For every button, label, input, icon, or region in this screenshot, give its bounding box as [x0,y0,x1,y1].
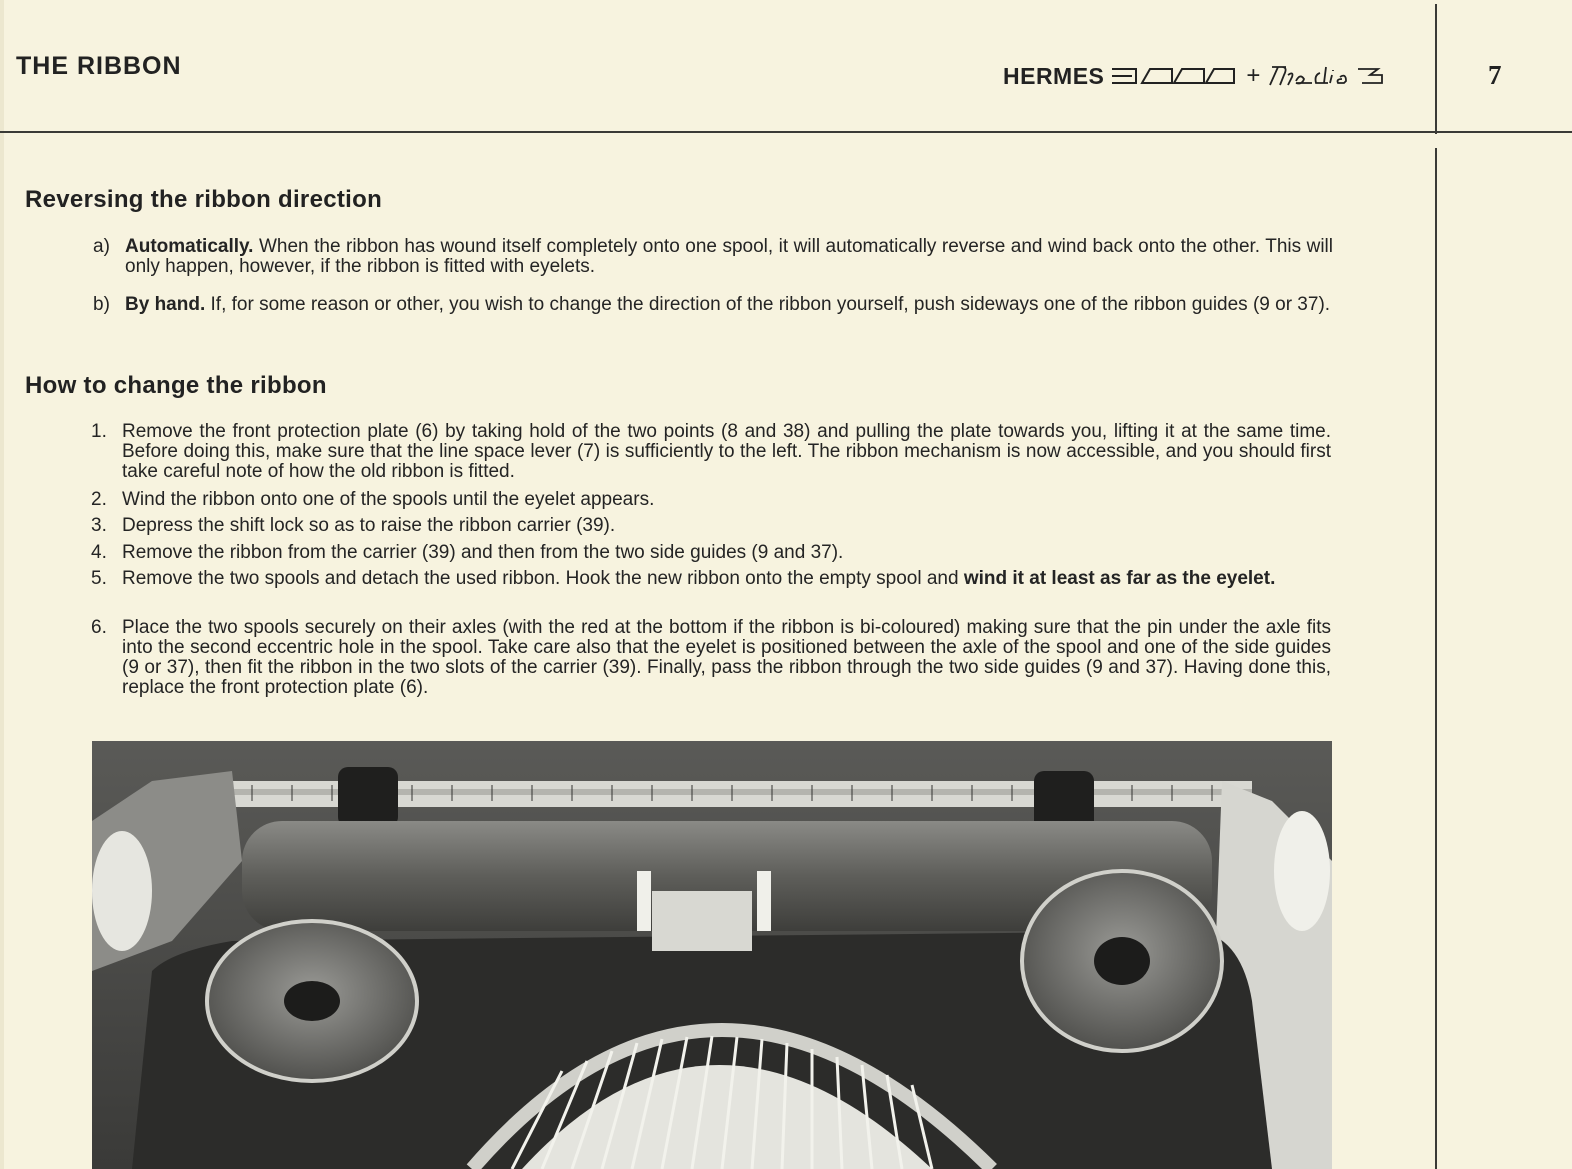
item-body [93,237,1333,277]
step-text-main: Remove the two spools and detach the used ribbon. Hook the new ribbon onto the empty spool and [122,568,959,589]
item-text: If, for some reason or other, you wish to change the direction of the ribbon yourself, push sideways one of the ribbon guides (9 or 37). [210,294,1331,315]
heading-reversing: Reversing the ribbon direction [25,186,383,213]
step-text: Depress the shift lock so as to raise the ribbon carrier (39). [122,515,616,536]
item-lead: Automatically. [125,236,254,257]
item-lead: By hand. [125,294,206,315]
step-1 [91,422,1331,482]
step-text-bold: wind it at least as far as the eyelet. [963,568,1276,589]
step-3 [91,516,1331,536]
margin-rule [1435,148,1437,1169]
margin-rule-top [1435,4,1437,134]
header-rule [0,131,1572,133]
step-number: 2. [91,489,107,510]
media-3-logo [1266,63,1390,89]
brand-logo [1003,58,1390,94]
step-number: 5. [91,568,107,589]
step-6 [91,618,1331,698]
model-3000-logo [1110,64,1236,88]
item-marker: a) [93,236,110,257]
item-body [93,295,1333,315]
item-marker: b) [93,294,110,315]
step-number: 3. [91,515,107,536]
heading-change-ribbon: How to change the ribbon [25,372,327,399]
item-text: When the ribbon has wound itself completely onto one spool, it will automatically reverse and wind back onto the other. This will only happen, however, if the ribbon is fitted with eyelets. [125,236,1333,277]
step-number: 6. [91,617,107,638]
step-text: Remove the front protection plate (6) by taking hold of the two points (8 and 38) and pulling the plate towards you, lifting it at the same time. Before doing this, make sure that the line space lever (7) is sufficiently to the left. The ribbon mechanism is now accessible, and you should first take careful note of how the old ribbon is fitted. [122,421,1331,482]
list-item-by-hand [93,295,1333,315]
typewriter-illustration [92,741,1332,1169]
brand-plus: + [1246,62,1261,89]
step-text: Wind the ribbon onto one of the spools until the eyelet appears. [122,489,655,510]
step-5 [91,569,1331,589]
step-text: Remove the ribbon from the carrier (39) and then from the two side guides (9 and 37). [122,542,844,563]
page-number: 7 [1488,60,1502,90]
page-edge [0,0,4,1169]
section-title: THE RIBBON [16,52,182,80]
brand-name: HERMES [1003,62,1105,89]
step-text [91,569,1331,589]
typewriter-photo [92,741,1332,1169]
list-item-automatically [93,237,1333,277]
step-number: 4. [91,542,107,563]
step-4 [91,543,1331,563]
step-text: Place the two spools securely on their axles (with the red at the bottom if the ribbon is bi-coloured) making sure that the pin under the axle fits into the second eccentric hole in the spool. Take care also that the eyelet is positioned between the axle of the spool and one of the side guides (9 or 37), then fit the ribbon in the two slots of the carrier (39). Finally, pass the ribbon through the two side guides (9 and 37). Having done this, replace the front protection plate (6). [122,617,1331,698]
step-number: 1. [91,421,107,442]
step-2 [91,490,1331,510]
